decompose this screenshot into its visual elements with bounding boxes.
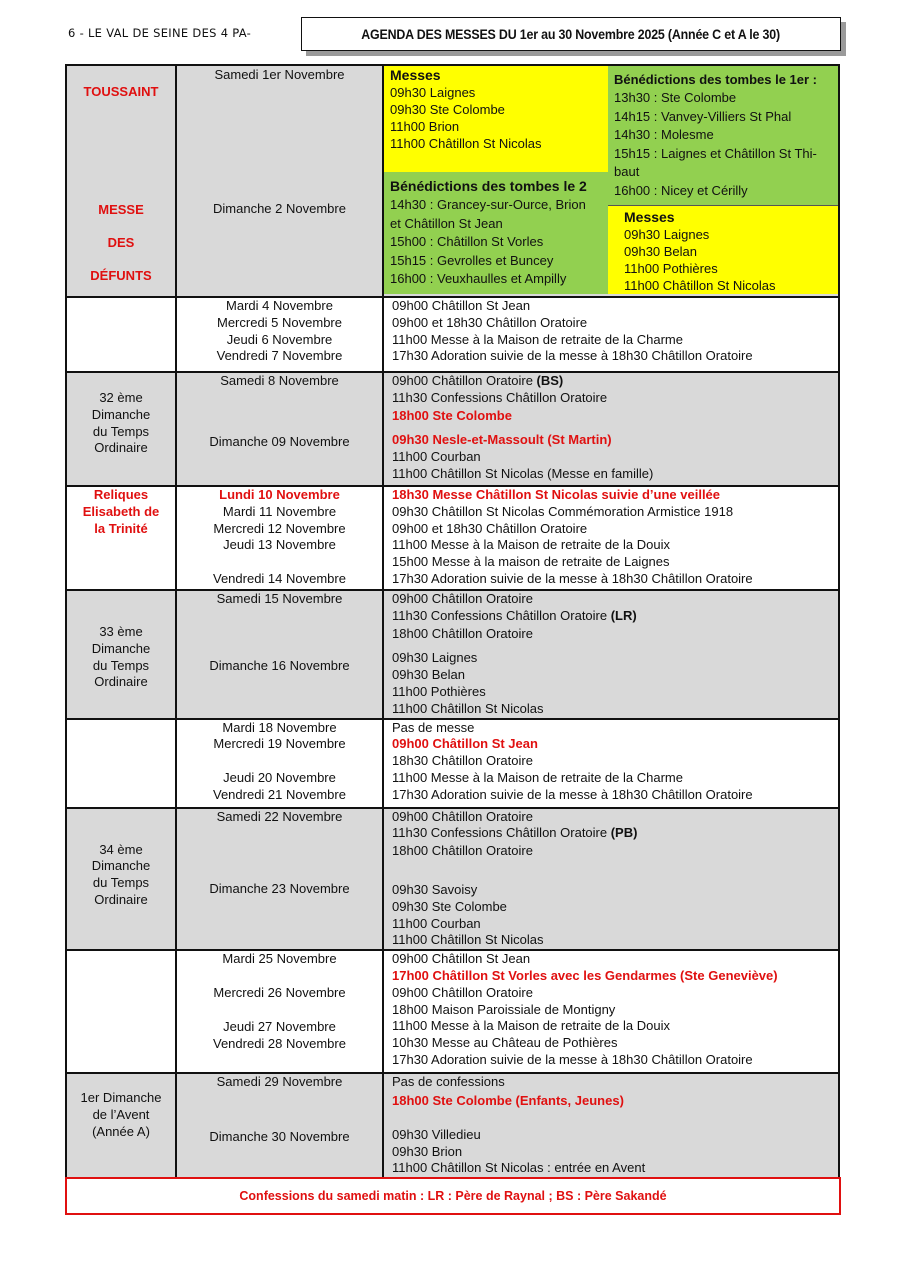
feast-cell: [66, 65, 176, 297]
event-line: 11h30 Confessions Châtillon Oratoire (PB): [392, 825, 638, 841]
days-cell: [176, 808, 383, 951]
feast-label: de l’Avent: [92, 1106, 150, 1122]
event-line: 16h00 : Veuxhaulles et Ampilly: [390, 271, 567, 287]
benedictions-block-2: [384, 172, 608, 294]
event-line: 14h30 : Grancey-sur-Ource, Brion: [390, 197, 586, 212]
feast-label: du Temps: [92, 657, 150, 673]
feast-cell: [66, 590, 176, 719]
day-label: Samedi 1er Novembre: [214, 67, 345, 82]
table-row: [66, 808, 839, 951]
benedictions-block-1: [608, 66, 838, 206]
event-line-highlight: 18h00 Ste Colombe: [392, 407, 512, 423]
feast-cell: [66, 808, 176, 951]
event-line: 11h00 Brion: [390, 119, 460, 134]
event-line: 11h00 Courban: [392, 449, 481, 465]
days-cell: [176, 590, 383, 719]
events-cell: [383, 1073, 839, 1178]
event-line: 09h30 Ste Colombe: [392, 898, 507, 914]
day-label: Mardi 11 Novembre: [222, 503, 337, 519]
day-label: Mercredi 26 Novembre: [213, 984, 346, 1000]
feast-cell: [66, 372, 176, 486]
day-label: Jeudi 6 Novembre: [226, 331, 333, 347]
events-cell: [383, 486, 839, 590]
table-row: [66, 297, 839, 372]
event-line: 11h00 Pothières: [624, 261, 718, 276]
feast-label: Ordinaire: [94, 440, 148, 456]
event-line: 11h00 Châtillon St Nicolas: [392, 700, 544, 716]
days-cell: [176, 719, 383, 808]
feast-label: Dimanche: [91, 858, 151, 874]
event-line: 09h30 Ste Colombe: [390, 102, 505, 117]
day-label: Vendredi 14 Novembre: [213, 571, 346, 587]
feast-label: Ordinaire: [94, 674, 148, 690]
event-line: 09h30 Châtillon St Nicolas Commémoration Armistice 1918: [392, 503, 734, 519]
event-line: 18h30 Châtillon Oratoire: [392, 753, 533, 769]
event-line: 15h00 : Châtillon St Vorles: [390, 234, 544, 250]
event-line: 09h00 Châtillon Oratoire: [392, 984, 533, 1000]
feast-cell: [66, 950, 176, 1073]
day-label: Samedi 8 Novembre: [220, 373, 339, 388]
event-line: Pas de confessions: [392, 1074, 505, 1090]
event-line: 09h00 et 18h30 Châtillon Oratoire: [392, 314, 588, 330]
event-line: 09h00 et 18h30 Châtillon Oratoire: [392, 520, 588, 536]
day-label: Dimanche 30 Novembre: [209, 1128, 350, 1144]
event-line: 11h00 Pothières: [392, 683, 486, 699]
event-line: 11h00 Châtillon St Nicolas (Messe en famille): [392, 465, 654, 481]
day-label: Mardi 4 Novembre: [226, 298, 333, 313]
event-line: 09h30 Brion: [392, 1143, 463, 1159]
event-line: 09h00 Châtillon Oratoire (BS): [392, 373, 564, 388]
days-cell: [176, 65, 383, 297]
feast-label: MESSE: [98, 202, 144, 217]
days-cell: [176, 486, 383, 590]
feast-cell: [66, 719, 176, 808]
day-label: Vendredi 28 Novembre: [213, 1035, 346, 1051]
table-row: [66, 372, 839, 486]
event-line: 09h30 Laignes: [392, 650, 478, 666]
feast-label: 34 ème: [99, 841, 143, 857]
days-cell: [176, 372, 383, 486]
feast-label: TOUSSAINT: [83, 84, 159, 99]
event-line: 15h00 Messe à la maison de retraite de Laignes: [392, 554, 670, 570]
day-label: Dimanche 09 Novembre: [209, 433, 350, 449]
event-line: 18h00 Maison Paroissiale de Montigny: [392, 1001, 616, 1017]
day-label: Mardi 25 Novembre: [222, 951, 337, 967]
event-line: 10h30 Messe au Château de Pothières: [392, 1035, 618, 1051]
table-row: [66, 719, 839, 808]
event-line: 09h30 Belan: [624, 244, 698, 259]
block-title: Messes: [390, 67, 441, 83]
confessions-note-box: [65, 1177, 841, 1215]
feast-label: du Temps: [92, 875, 150, 891]
block-title: Messes: [624, 209, 675, 225]
feast-label: 1er Dimanche: [80, 1090, 162, 1106]
event-line: 15h15 : Gevrolles et Buncey: [390, 252, 554, 268]
events-cell: [383, 808, 839, 951]
event-line: 11h00 Châtillon St Nicolas: [624, 278, 776, 293]
event-line: 09h30 Belan: [392, 667, 466, 683]
event-line: 16h00 : Nicey et Cérilly: [614, 182, 748, 198]
event-line: 17h30 Adoration suivie de la messe à 18h30 Châtillon Oratoire: [392, 570, 753, 586]
event-line: 09h00 Châtillon St Jean: [392, 298, 531, 313]
feast-cell: [66, 486, 176, 590]
day-label: Mercredi 5 Novembre: [217, 314, 342, 330]
confessions-note: Confessions du samedi matin : LR : Père de Raynal ; BS : Père Sakandé: [239, 1189, 667, 1203]
event-line: 11h00 Châtillon St Nicolas: [390, 136, 542, 151]
day-label: Vendredi 7 Novembre: [216, 348, 343, 364]
feast-label: la Trinité: [94, 520, 148, 536]
event-line: 18h00 Châtillon Oratoire: [392, 843, 533, 859]
event-line: 14h15 : Vanvey-Villiers St Phal: [614, 108, 792, 124]
page-label: 6 - LE VAL DE SEINE DES 4 PA-: [68, 26, 252, 40]
table-row: [66, 1073, 839, 1178]
day-label: Samedi 29 Novembre: [216, 1074, 343, 1090]
event-line: 17h30 Adoration suivie de la messe à 18h30 Châtillon Oratoire: [392, 786, 753, 802]
event-line: 11h30 Confessions Châtillon Oratoire (LR): [392, 607, 637, 623]
feast-label: DES: [107, 235, 135, 250]
day-label: Mardi 18 Novembre: [222, 719, 337, 735]
event-line: 11h00 Messe à la Maison de retraite de la Douix: [392, 1018, 670, 1034]
feast-label: Elisabeth de: [82, 503, 160, 519]
event-line: 14h30 : Molesme: [614, 127, 714, 143]
table-row: [66, 486, 839, 590]
event-line-highlight: 18h00 Ste Colombe (Enfants, Jeunes): [392, 1092, 624, 1108]
day-label: Jeudi 27 Novembre: [223, 1018, 336, 1034]
feast-label: Reliques: [93, 487, 149, 502]
events-cell: [383, 372, 839, 486]
event-line: 09h30 Laignes: [624, 227, 710, 242]
events-cell: [383, 590, 839, 719]
day-label: Mercredi 12 Novembre: [213, 520, 346, 536]
feast-label: Ordinaire: [94, 891, 148, 907]
block-title: Bénédictions des tombes le 2: [390, 178, 587, 194]
event-line: 09h30 Savoisy: [392, 881, 478, 897]
event-line-highlight: 09h30 Nesle-et-Massoult (St Martin): [392, 432, 612, 448]
event-line: 11h00 Messe à la Maison de retraite de la Douix: [392, 537, 670, 553]
day-label: Mercredi 19 Novembre: [213, 736, 346, 752]
day-label: Jeudi 20 Novembre: [223, 770, 336, 786]
event-line: 11h00 Châtillon St Nicolas : entrée en Avent: [392, 1160, 646, 1176]
event-line: 09h00 Châtillon St Jean: [392, 951, 531, 967]
event-line-highlight: 18h30 Messe Châtillon St Nicolas suivie d’une veillée: [392, 487, 721, 502]
agenda-table: [65, 64, 840, 1179]
feast-label: 33 ème: [99, 624, 143, 639]
event-line: 17h30 Adoration suivie de la messe à 18h30 Châtillon Oratoire: [392, 348, 753, 364]
event-line: 09h00 Châtillon Oratoire: [392, 591, 533, 606]
day-label: Dimanche 16 Novembre: [209, 657, 350, 673]
confessor-code: (LR): [610, 607, 637, 623]
days-cell: [176, 950, 383, 1073]
title-box: [301, 17, 841, 51]
events-cell: [383, 297, 839, 372]
feast-label: 32 ème: [99, 390, 143, 405]
event-line: 15h15 : Laignes et Châtillon St Thi-: [614, 145, 817, 161]
feast-cell: [66, 1073, 176, 1178]
events-cell: [383, 950, 839, 1073]
confessor-code: (PB): [610, 825, 638, 841]
feast-label: Dimanche: [91, 640, 151, 656]
event-line: 11h30 Confessions Châtillon Oratoire: [392, 389, 608, 405]
event-line: 09h30 Villedieu: [392, 1126, 481, 1142]
events-cell: [383, 719, 839, 808]
event-line: 13h30 : Ste Colombe: [614, 90, 737, 105]
day-label: Dimanche 23 Novembre: [209, 881, 350, 897]
day-label-highlight: Lundi 10 Novembre: [219, 487, 340, 502]
messes-block-2: [608, 206, 838, 294]
table-row: [66, 950, 839, 1073]
event-line: baut: [614, 164, 640, 180]
days-cell: [176, 1073, 383, 1178]
day-label: Vendredi 21 Novembre: [213, 786, 346, 802]
block-title: Bénédictions des tombes le 1er :: [614, 72, 818, 87]
event-line: 17h30 Adoration suivie de la messe à 18h30 Châtillon Oratoire: [392, 1051, 753, 1067]
feast-label: (Année A): [92, 1123, 150, 1139]
event-line-highlight: 17h00 Châtillon St Vorles avec les Gendarmes (Ste Geneviève): [392, 967, 778, 983]
messes-block-1: [384, 66, 608, 172]
feast-label: Dimanche: [91, 406, 151, 422]
day-label: Samedi 15 Novembre: [216, 591, 343, 606]
event-line: 09h00 Châtillon Oratoire: [392, 808, 533, 824]
days-cell: [176, 297, 383, 372]
event-line: 11h00 Messe à la Maison de retraite de la Charme: [392, 769, 683, 785]
table-row: [66, 590, 839, 719]
events-cell: [383, 65, 839, 297]
event-line: 18h00 Châtillon Oratoire: [392, 625, 533, 641]
day-label: Dimanche 2 Novembre: [213, 201, 346, 216]
event-line: 11h00 Courban: [392, 915, 481, 931]
event-line: 11h00 Messe à la Maison de retraite de la Charme: [392, 331, 683, 347]
day-label: Jeudi 13 Novembre: [223, 537, 336, 553]
event-line-highlight: 09h00 Châtillon St Jean: [392, 736, 538, 752]
page-title: AGENDA DES MESSES DU 1er au 30 Novembre 2025 (Année C et A le 30): [361, 26, 781, 42]
event-line: Pas de messe: [392, 719, 475, 735]
table-row-toussaint: [66, 65, 839, 297]
feast-cell: [66, 297, 176, 372]
confessor-code: (BS): [536, 373, 564, 388]
event-line: et Châtillon St Jean: [390, 215, 503, 231]
feast-label: DÉFUNTS: [90, 268, 152, 283]
day-label: Samedi 22 Novembre: [216, 808, 343, 824]
event-line: 11h00 Châtillon St Nicolas: [392, 932, 544, 948]
feast-label: du Temps: [92, 423, 150, 439]
event-line: 09h30 Laignes: [390, 85, 476, 100]
